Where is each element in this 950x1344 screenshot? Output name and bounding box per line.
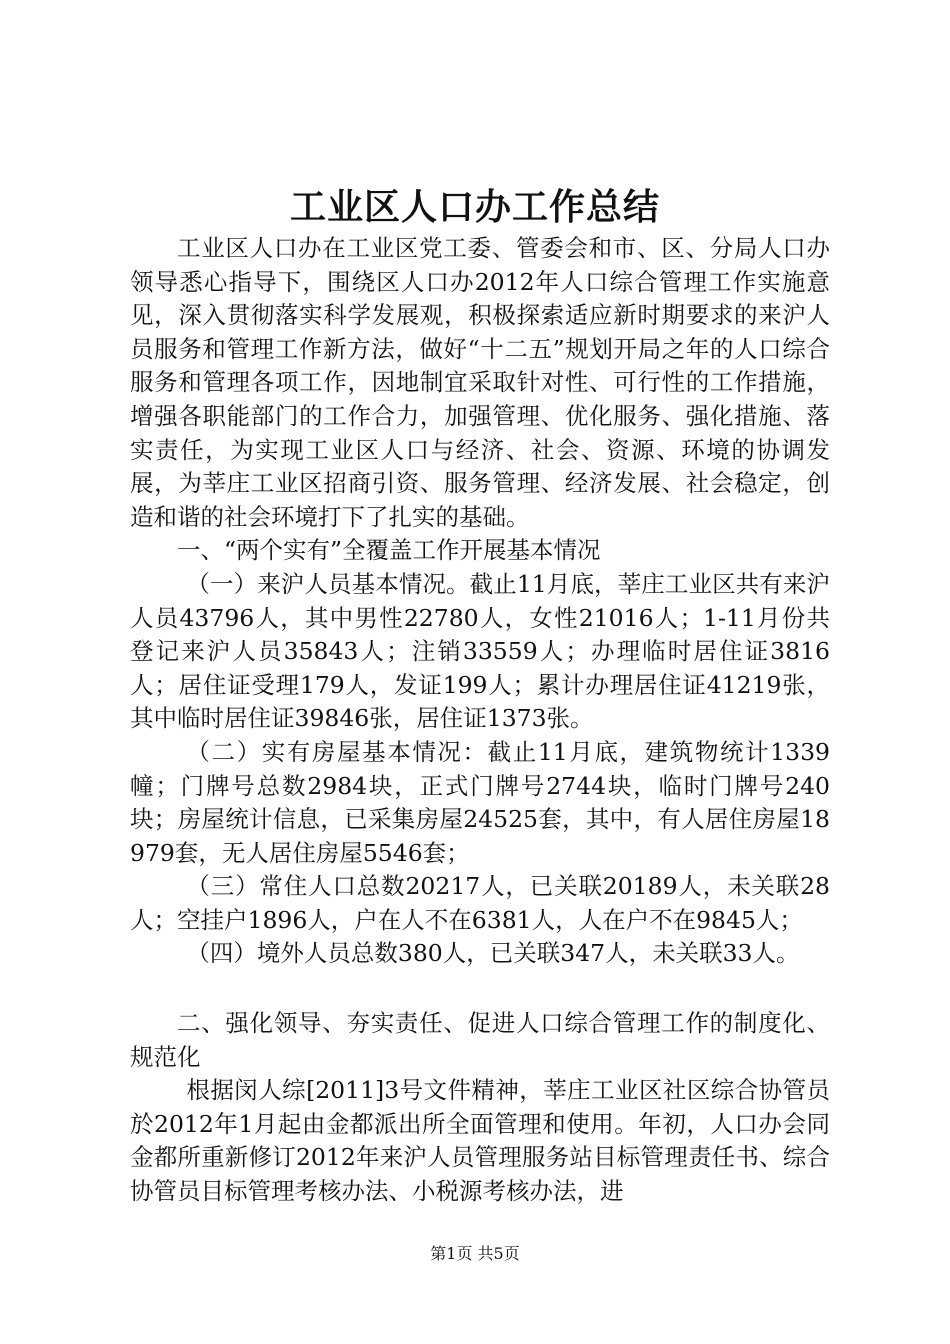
paragraph-item-4: （四）境外人员总数380人，已关联347人，未关联33人。 xyxy=(186,939,800,968)
section-heading-2: 二、强化领导、夯实责任、促进人口综合管理工作的制度化、规范化 xyxy=(130,1009,830,1071)
paragraph-item-1: （一）来沪人员基本情况。截止11月底，莘庄工业区共有来沪人员43796人，其中男性22780人，女性21016人；1-11月份共登记来沪人员35843人；注销33559人；办理临时居住证3816人；居住证受理179人，发证199人；累计办理居住证41219张，其中临时居住证39846张，居住证1373张。 xyxy=(130,569,830,733)
paragraph-intro: 工业区人口办在工业区党工委、管委会和市、区、分局人口办领导悉心指导下，围绕区人口办2012年人口综合管理工作实施意见，深入贯彻落实科学发展观，积极探索适应新时期要求的来沪人员服务和管理工作新方法，做好“十二五”规划开局之年的人口综合服务和管理各项工作，因地制宜采取针对性、可行性的工作措施，增强各职能部门的工作合力，加强管理、优化服务、强化措施、落实责任，为实现工业区人口与经济、社会、资源、环境的协调发展，为莘庄工业区招商引资、服务管理、经济发展、社会稳定，创造和谐的社会环境打下了扎实的基础。 xyxy=(130,234,830,531)
document-title: 工业区人口办工作总结 xyxy=(289,186,660,228)
paragraph-section-2: 根据闵人综[2011]3号文件精神，莘庄工业区社区综合协管员於2012年1月起由金都派出所全面管理和使用。年初，人口办会同金都所重新修订2012年来沪人员管理服务站目标管理责任书、综合协管员目标管理考核办法、小税源考核办法，进 xyxy=(130,1076,830,1206)
paragraph-item-3: （三）常住人口总数20217人，已关联20189人，未关联28人；空挂户1896人，户在人不在6381人，人在户不在9845人； xyxy=(130,872,830,934)
paragraph-item-2: （二）实有房屋基本情况：截止11月底，建筑物统计1339幢；门牌号总数2984块，正式门牌号2744块，临时门牌号240块；房屋统计信息，已采集房屋24525套，其中，有人居住房屋18979套，无人居住房屋5546套； xyxy=(130,737,830,867)
page-footer: 第1页 共5页 xyxy=(430,1244,520,1263)
document-body xyxy=(130,232,830,1209)
section-heading-1: 一、“两个实有”全覆盖工作开展基本情况 xyxy=(177,536,601,565)
